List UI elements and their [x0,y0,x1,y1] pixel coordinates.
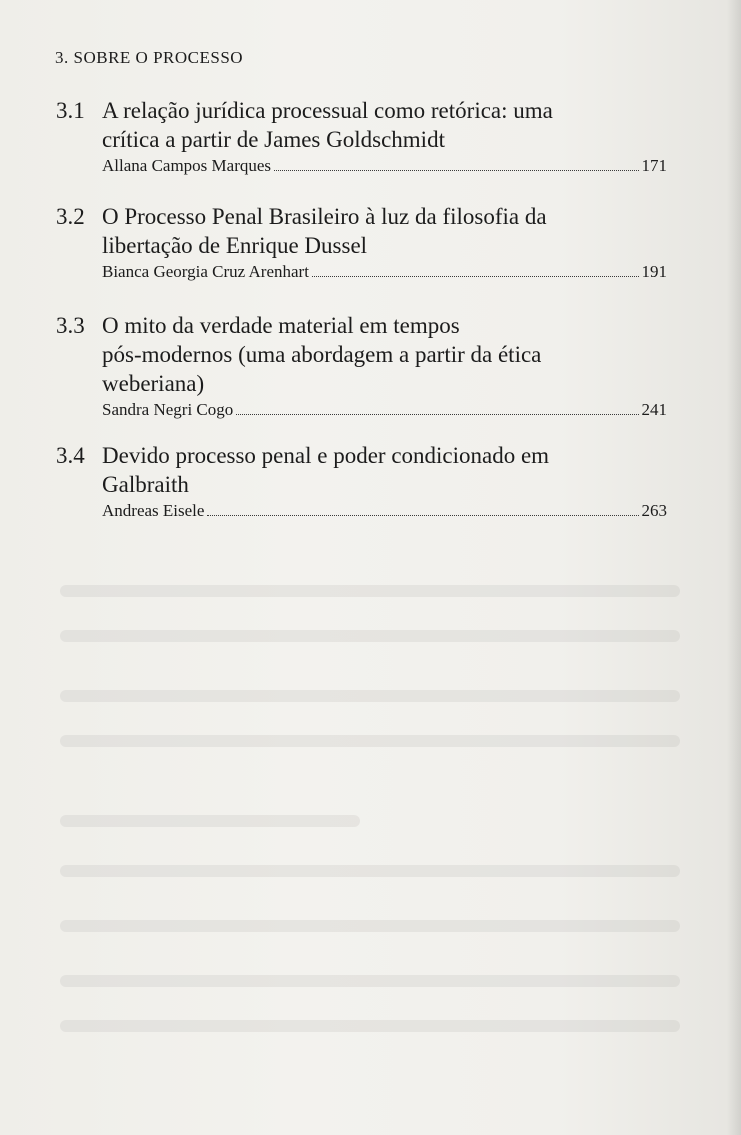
entry-number: 3.3 [56,313,85,338]
bleed-through [60,690,680,702]
dot-leader [236,413,638,415]
entry-author-line [102,155,667,177]
toc-entry [56,311,676,421]
dot-leader [207,514,638,516]
bleed-through [60,630,680,642]
entry-author: Bianca Georgia Cruz Arenhart [102,262,309,281]
dot-leader [312,275,639,277]
entry-page-number: 263 [641,501,667,520]
bleed-through [60,585,680,597]
entry-title-line: Devido processo penal e poder condicionado em [102,443,550,468]
toc-entry [56,441,676,522]
entry-title-line: pós-modernos (uma abordagem a partir da ética [102,342,542,367]
entry-author: Allana Campos Marques [102,156,272,175]
entry-number: 3.1 [56,98,85,123]
entry-title-line: crítica a partir de James Goldschmidt [102,127,445,152]
bleed-through [60,815,360,827]
entry-page-number: 191 [641,262,667,281]
entry-title [102,202,662,260]
entry-number: 3.4 [56,443,85,468]
bleed-through [60,1020,680,1032]
entry-author: Andreas Eisele [102,501,205,520]
entry-title-line: Galbraith [102,472,189,497]
entry-title-line: A relação jurídica processual como retórica: uma [102,98,553,123]
bleed-through [60,735,680,747]
section-heading: 3. SOBRE O PROCESSO [55,48,244,67]
entry-author-line [102,500,667,522]
toc-entry [56,96,676,177]
entry-author-line [102,261,667,283]
bleed-through [60,975,680,987]
entry-author-line [102,399,667,421]
dot-leader [274,169,638,171]
bleed-through [60,865,680,877]
entry-author: Sandra Negri Cogo [102,400,234,419]
entry-page-number: 241 [641,400,667,419]
bleed-through [60,920,680,932]
entry-title-line: weberiana) [102,371,205,396]
entry-title-line: O Processo Penal Brasileiro à luz da filosofia da [102,204,547,229]
entry-title [102,96,662,154]
page-edge-shadow [727,0,741,1135]
entry-title-line: O mito da verdade material em tempos [102,313,460,338]
entry-number: 3.2 [56,204,85,229]
entry-title [102,441,662,499]
toc-entry [56,202,676,283]
entry-title [102,311,662,398]
entry-page-number: 171 [641,156,667,175]
entry-title-line: libertação de Enrique Dussel [102,233,368,258]
